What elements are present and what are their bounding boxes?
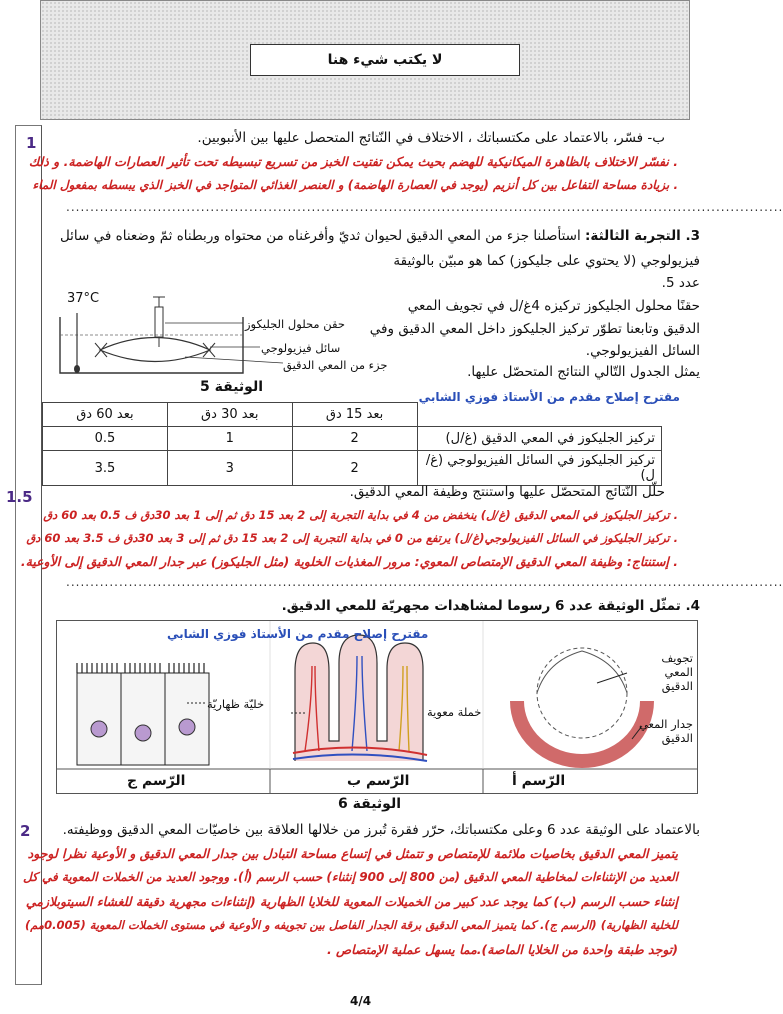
exp3-text-5: الدقيق وتابعنا تطوّر تركيز الجليكوز داخل المعي الدقيق وفي	[369, 321, 700, 337]
page-number: 4/4	[350, 994, 372, 1008]
drawing-c-cells	[77, 663, 209, 765]
exp3-text-7: يمثل الجدول التّالي النتائج المتحصّل عليها.	[467, 364, 700, 380]
table-cell: 3.5	[43, 451, 168, 486]
table-cell: 2	[292, 451, 417, 486]
figure-5-label-part: جزء من المعي الدقيق	[283, 358, 388, 372]
doc-6-title: الوثيقة 6	[338, 796, 401, 812]
label-villus: خملة معوية	[427, 705, 482, 719]
analysis-answer-line-3: . إستنتاج: وظيفة المعي الدقيق الإمتصاص المعوي: مرور المغذيات الخلوية (مثل الجليكوز) عبر جدار المعي الدقيق إلى الأوعية.	[20, 554, 678, 569]
final-answer-line-4: للخلية الظهارية) (الرسم ج). كما يتميز المعي الدقيق برقة الجدار الفاصل بين تجويفه و الأوعية في مستوى الخملات المعوية (0.005مم)	[25, 918, 678, 932]
exp3-text-1: استأصلنا جزء من المعي الدقيق لحيوان ثديّ وأفرغناه من محتواه وربطناه ثمّ وضعناه في سائل	[59, 228, 581, 244]
table-header: بعد 30 دق	[167, 403, 292, 427]
score-1: 1	[26, 134, 37, 152]
drawing-a-section	[517, 648, 647, 761]
table-cell: 3	[167, 451, 292, 486]
table-header: بعد 60 دق	[43, 403, 168, 427]
figure-5-watermark: مقترح إصلاح مقدم من الأستاذ فوزي الشابي	[418, 390, 680, 404]
final-answer-line-2: العديد من الإنثناءات لمخاطية المعي الدقيق (من 800 إلى 900 إنثناء) حسب الرسم (أ). ووجود العديد من الخملات المعوية في كل	[23, 870, 678, 884]
label-wall: جدار المعي الدقيق	[638, 717, 693, 745]
label-cell: خليّة ظهاريّة	[207, 697, 265, 711]
label-cavity: تجويف المعي الدقيق	[661, 651, 693, 693]
figure-5-label-syringe: حقن محلول الجليكوز	[245, 317, 345, 331]
answer-b-dots: .....................................................................................................................................................	[66, 200, 783, 214]
question-4: 4. تمثّل الوثيقة عدد 6 رسوما لمشاهدات مجهريّة للمعي الدقيق.	[281, 598, 700, 614]
table-row-label: تركيز الجليكوز في المعي الدقيق (غ/ل)	[417, 427, 662, 451]
score-2: 2	[20, 822, 31, 840]
caption-c: الرّسم ج	[127, 773, 186, 789]
exp3-text-6: السائل الفيزيولوجي.	[585, 343, 700, 359]
analysis-dots: .....................................................................................................................................................	[66, 575, 783, 589]
answer-b-line-1: . نفسّر الاختلاف بالظاهرة الميكانيكية للهضم بحيث يمكن تفتيت الخبز من تسريع تبسيطه تحت تأثير العصارات الهاضمة. و ذلك	[28, 154, 678, 169]
table-corner	[417, 403, 662, 427]
table-row	[43, 451, 662, 486]
figure-6-drawing	[57, 621, 697, 793]
table-cell: 0.5	[43, 427, 168, 451]
final-question: بالاعتماد على الوثيقة عدد 6 وعلى مكتسباتك، حرّر فقرة تُبرز من خلالها العلاقة بين خاصيّات المعي الدقيق ووظيفته.	[62, 822, 700, 838]
final-answer-line-3: إنثناء حسب الرسم (ب) كما يوجد عدد كبير من الخميلات المعوية للخلايا الظهارية (إنثناءات مجهرية دقيقة للغشاء السيتوبلازمي	[25, 894, 678, 909]
question-b: ب- فسّر، بالاعتماد على مكتسباتك ، الاختلاف في النّتائج المتحصل عليها بين الأنبوبين.	[197, 130, 665, 146]
exp3-line-1	[60, 228, 700, 244]
drawing-b-villi	[291, 635, 427, 761]
figure-5-temp: 37°C	[67, 291, 100, 306]
analysis-question: حلّل النّتائج المتحصّل عليها واستنتج وظيفة المعي الدقيق.	[349, 484, 665, 500]
table-cell: 1	[167, 427, 292, 451]
figure-5	[55, 291, 388, 375]
figure-6-watermark: مقترح إصلاح مقدم من الأستاذ فوزي الشابي	[167, 627, 429, 641]
exp3-text-2: فيزيولوجي (لا يحتوي على جليكوز) كما هو مبيّن بالوثيقة	[393, 253, 700, 269]
doc-5-title: الوثيقة 5	[200, 379, 263, 395]
figure-5-label-fluid: سائل فيزيولوجي	[261, 341, 341, 355]
analysis-answer-line-1: . تركيز الجليكوز في المعي الدقيق (غ/ل) ينخفض من 4 في بداية التجربة إلى 2 بعد 15 دق ثم إلى 1 بعد 30دق ف 0.5 بعد 60 دق	[43, 508, 678, 522]
table-header-row	[43, 403, 662, 427]
no-write-label: لا يكتب شيء هنا	[250, 44, 520, 76]
answer-b-line-2: . بزيادة مساحة التفاعل بين كل أنزيم (يوجد في العصارة الهاضمة) و العنصر الغذائي المتواجد في الخبز الذي يبسطه بمفعول الماء	[32, 178, 678, 192]
exp3-text-4: حقنًا محلول الجليكوز تركيزه 4غ/ل في تجويف المعي	[407, 298, 700, 314]
figure-6	[56, 620, 698, 794]
final-answer-line-5: (توجد طبقة واحدة من الخلايا الماصة).مما يسهل عملية الإمتصاص .	[326, 942, 678, 957]
results-table	[42, 402, 662, 486]
score-1-5: 1.5	[6, 488, 33, 506]
analysis-answer-line-2: . تركيز الجليكوز في السائل الفيزيولوجي(غ/ل) يرتفع من 0 في بداية التجربة إلى 2 بعد 15 دق ثم إلى 3 بعد 30دق ف 3.5 بعد 60 دق	[26, 531, 678, 545]
final-answer-line-1: يتميز المعي الدقيق بخاصيات ملائمة للإمتصاص و تتمثل في إتساع مساحة التبادل بين جدار المعي الدقيق و الأوعية نظرا لوجود	[27, 846, 678, 861]
table-row-label: تركيز الجليكوز في السائل الفيزيولوجي (غ/ل)	[417, 451, 662, 486]
table-cell: 2	[292, 427, 417, 451]
exp3-title: 3. التجربة الثالثة:	[585, 228, 700, 244]
table-header: بعد 15 دق	[292, 403, 417, 427]
caption-b: الرّسم ب	[347, 773, 410, 789]
table-row	[43, 427, 662, 451]
exp3-text-3: عدد 5.	[661, 275, 700, 291]
caption-a: الرّسم أ	[512, 773, 566, 789]
